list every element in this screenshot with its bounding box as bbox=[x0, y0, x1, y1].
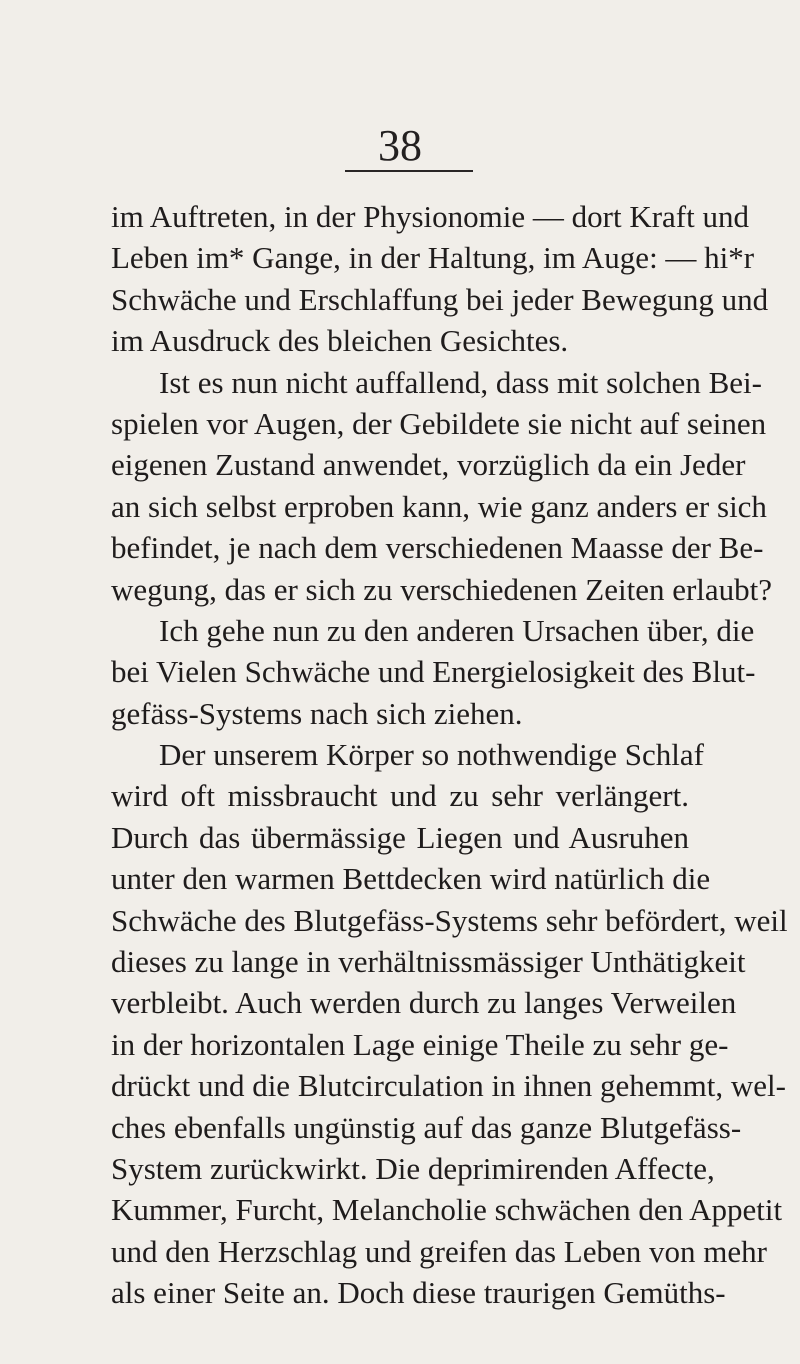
text-line: bei Vielen Schwäche und Energielosigkeit des Blut- bbox=[111, 654, 756, 690]
text-line: in der horizontalen Lage einige Theile zu sehr ge- bbox=[111, 1026, 729, 1062]
text-line: dieses zu lange in verhältnissmässiger Unthätigkeit bbox=[111, 944, 746, 980]
text-line: als einer Seite an. Doch diese traurigen Gemüths- bbox=[111, 1275, 726, 1311]
text-line: an sich selbst erproben kann, wie ganz anders er sich bbox=[111, 488, 767, 524]
text-line: befindet, je nach dem verschiedenen Maasse der Be- bbox=[111, 530, 764, 566]
header-rule bbox=[345, 170, 473, 172]
text-line: und den Herzschlag und greifen das Leben von mehr bbox=[111, 1233, 767, 1269]
text-line: wird oft missbraucht und zu sehr verlängert. bbox=[111, 778, 689, 814]
text-line: wegung, das er sich zu verschiedenen Zeiten erlaubt? bbox=[111, 571, 773, 607]
text-line: Ich gehe nun zu den anderen Ursachen über, die bbox=[159, 612, 755, 648]
text-line: im Auftreten, in der Physionomie — dort Kraft und bbox=[111, 199, 749, 234]
text-line: System zurückwirkt. Die deprimirenden Affecte, bbox=[111, 1150, 715, 1186]
text-line: Durch das übermässige Liegen und Ausruhen bbox=[111, 819, 689, 855]
text-line: spielen vor Augen, der Gebildete sie nicht auf seinen bbox=[111, 405, 767, 441]
text-line: im Ausdruck des bleichen Gesichtes. bbox=[111, 323, 569, 359]
text-line: Schwäche und Erschlaffung bei jeder Bewegung und bbox=[111, 281, 769, 317]
text-line: ches ebenfalls ungünstig auf das ganze Blutgefäss- bbox=[111, 1109, 742, 1145]
text-line: unter den warmen Bettdecken wird natürlich die bbox=[111, 861, 711, 897]
text-line: Leben im* Gange, in der Haltung, im Auge: — hi*r bbox=[111, 240, 755, 276]
text-line: drückt und die Blutcirculation in ihnen gehemmt, wel- bbox=[111, 1068, 786, 1104]
text-line: Kummer, Furcht, Melancholie schwächen den Appetit bbox=[111, 1192, 783, 1228]
text-line: Ist es nun nicht auffallend, dass mit solchen Bei- bbox=[159, 364, 762, 400]
text-line: eigenen Zustand anwendet, vorzüglich da ein Jeder bbox=[111, 447, 746, 483]
text-line: Der unserem Körper so nothwendige Schlaf bbox=[159, 737, 704, 773]
text-line: gefäss-Systems nach sich ziehen. bbox=[111, 695, 523, 731]
text-line: Schwäche des Blutgefäss-Systems sehr befördert, weil bbox=[111, 902, 788, 938]
page-number: 38 bbox=[378, 121, 422, 170]
text-line: verbleibt. Auch werden durch zu langes Verweilen bbox=[111, 985, 737, 1021]
body-text bbox=[111, 196, 788, 1314]
